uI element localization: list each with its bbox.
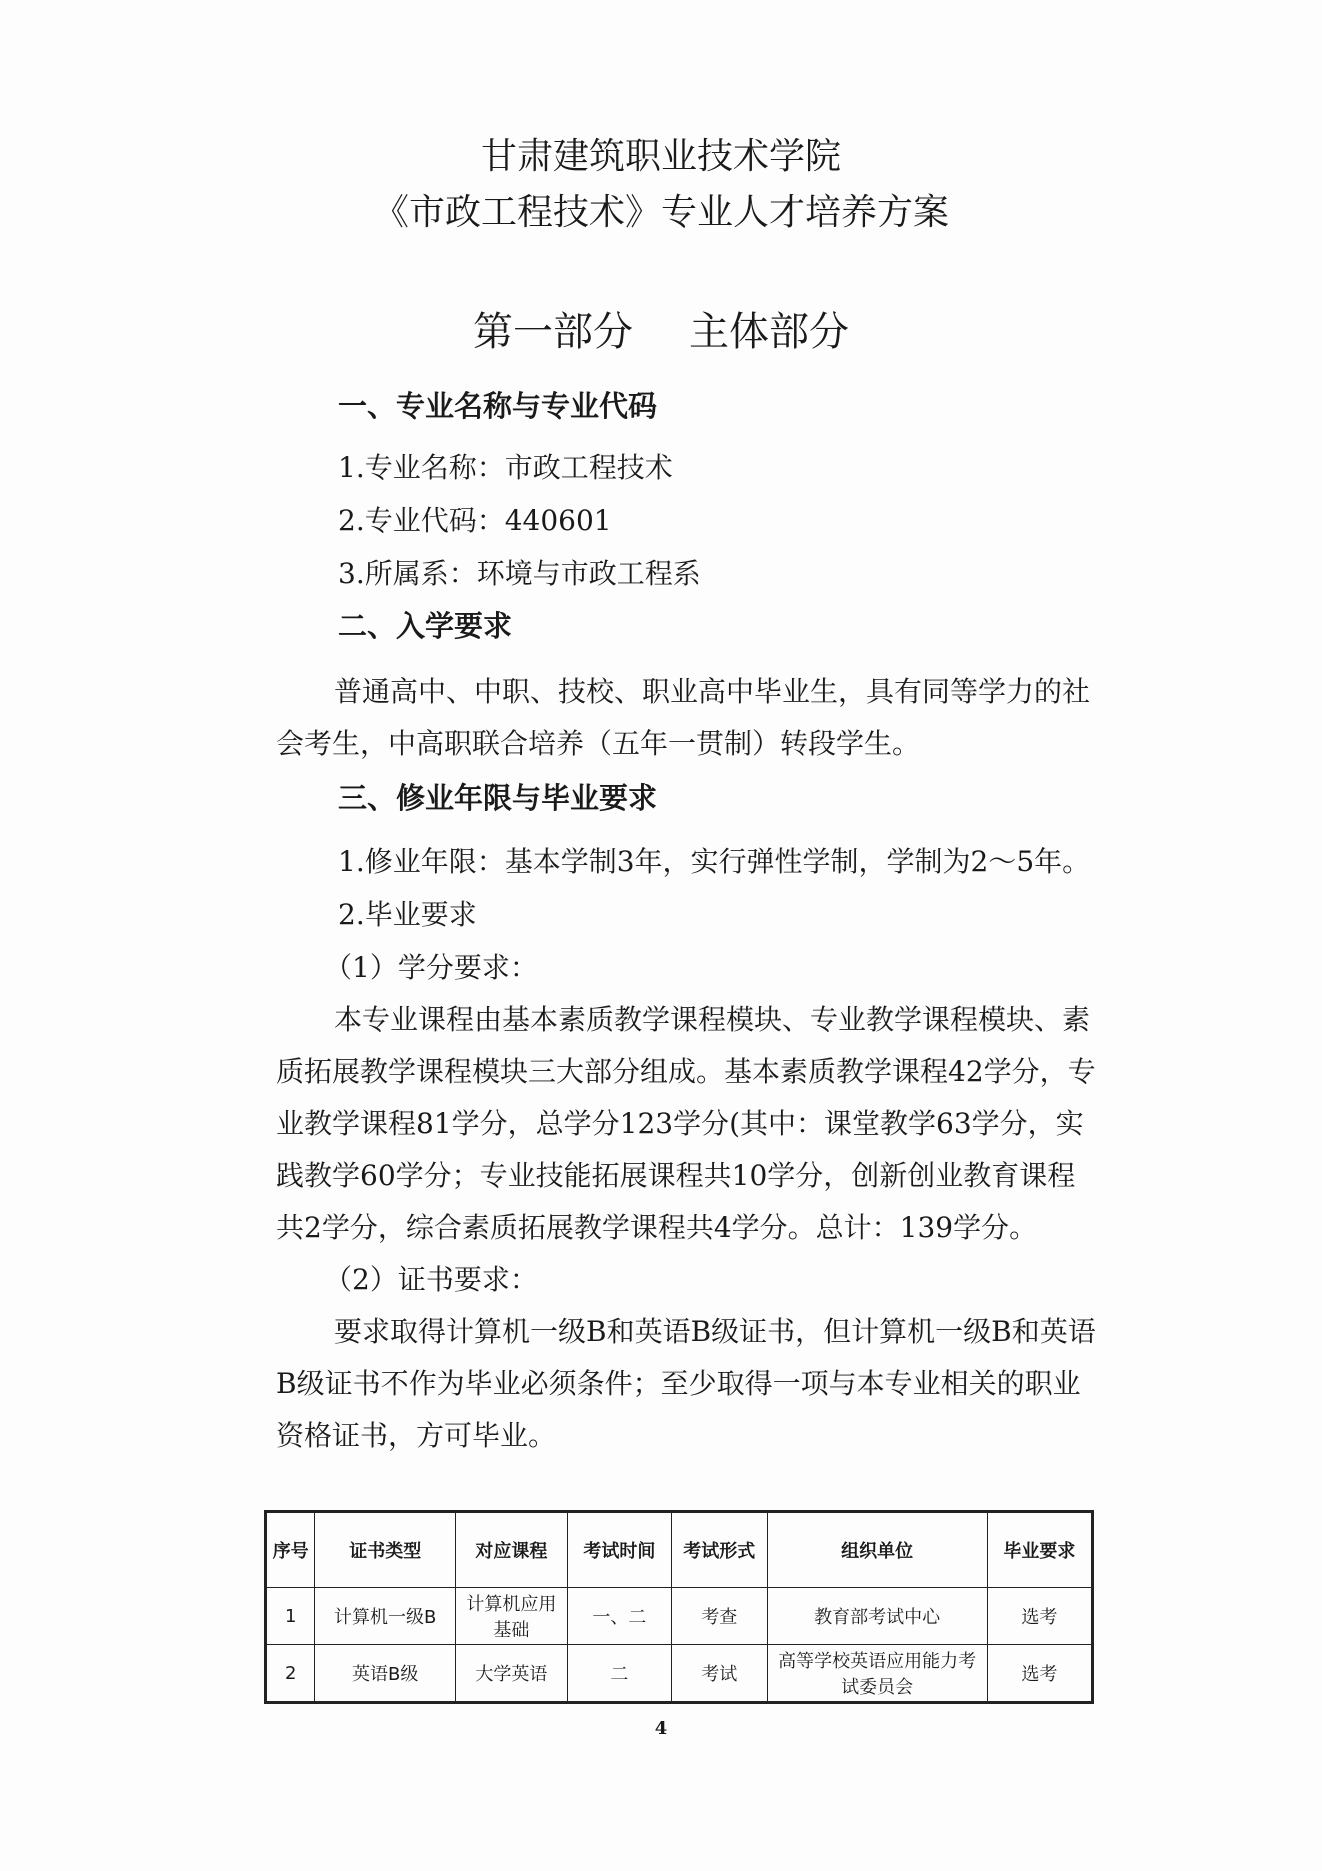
section1-heading: 一、专业名称与专业代码 (338, 389, 658, 423)
table-cell: 一、二 (567, 1588, 671, 1645)
table-cell: 选考 (987, 1645, 1092, 1703)
table-cell: 选考 (987, 1588, 1092, 1645)
col-header: 对应课程 (456, 1512, 568, 1588)
table-cell: 2 (266, 1645, 315, 1703)
table-cell: 1 (266, 1588, 315, 1645)
col-header: 考试时间 (567, 1512, 671, 1588)
certificate-text: 要求取得计算机一级B和英语B级证书，但计算机一级B和英语B级证书不作为毕业必须条件；至少取得一项与本专业相关的职业资格证书，方可毕业。 (276, 1315, 1096, 1452)
credit-text: 本专业课程由基本素质教学课程模块、专业教学课程模块、素质拓展教学课程模块三大部分组成。基本素质教学课程42学分，专业教学课程81学分，总学分123学分(其中：课堂教学63学分，实践教学60学分；专业技能拓展课程共10学分，创新创业教育课程共2学分，综合素质拓展教学课程共4学分。总计：139学分。 (276, 1003, 1096, 1244)
table-row (266, 1645, 1093, 1703)
table-cell: 教育部考试中心 (767, 1588, 987, 1645)
admission-text: 普通高中、中职、技校、职业高中毕业生，具有同等学力的社会考生，中高职联合培养（五年一贯制）转段学生。 (276, 675, 1091, 760)
certificate-requirements-title: （2）证书要求： (324, 1263, 538, 1296)
major-code: 2.专业代码：440601 (338, 504, 612, 537)
table-cell: 英语B级 (315, 1645, 456, 1703)
part-name: 主体部分 (689, 309, 849, 355)
table-cell: 二 (567, 1645, 671, 1703)
col-header: 序号 (266, 1512, 315, 1588)
table-cell: 计算机一级B (315, 1588, 456, 1645)
section3-heading: 三、修业年限与毕业要求 (338, 781, 658, 815)
page-number: 4 (654, 1718, 668, 1739)
col-header: 毕业要求 (987, 1512, 1092, 1588)
graduation-requirements: 2.毕业要求 (338, 898, 477, 931)
department: 3.所属系：环境与市政工程系 (338, 557, 701, 590)
part-label: 第一部分 (473, 309, 633, 355)
table-cell: 高等学校英语应用能力考试委员会 (767, 1645, 987, 1703)
major-name: 1.专业名称：市政工程技术 (338, 451, 673, 484)
col-header: 考试形式 (671, 1512, 767, 1588)
study-years: 1.修业年限：基本学制3年，实行弹性学制，学制为2～5年。 (338, 845, 1091, 878)
table-cell: 考查 (671, 1588, 767, 1645)
plan-title: 《市政工程技术》专业人才培养方案 (372, 192, 949, 233)
table-row (266, 1588, 1093, 1645)
credit-requirements-title: （1）学分要求： (324, 951, 538, 984)
col-header: 组织单位 (767, 1512, 987, 1588)
table-cell: 考试 (671, 1645, 767, 1703)
table-cell: 计算机应用基础 (456, 1588, 568, 1645)
table-cell: 大学英语 (456, 1645, 568, 1703)
school-title: 甘肃建筑职业技术学院 (480, 136, 841, 177)
section2-heading: 二、入学要求 (338, 609, 513, 643)
part-heading (0, 300, 1322, 357)
col-header: 证书类型 (315, 1512, 456, 1588)
certificate-table (264, 1510, 1094, 1704)
table-header-row (266, 1512, 1093, 1588)
